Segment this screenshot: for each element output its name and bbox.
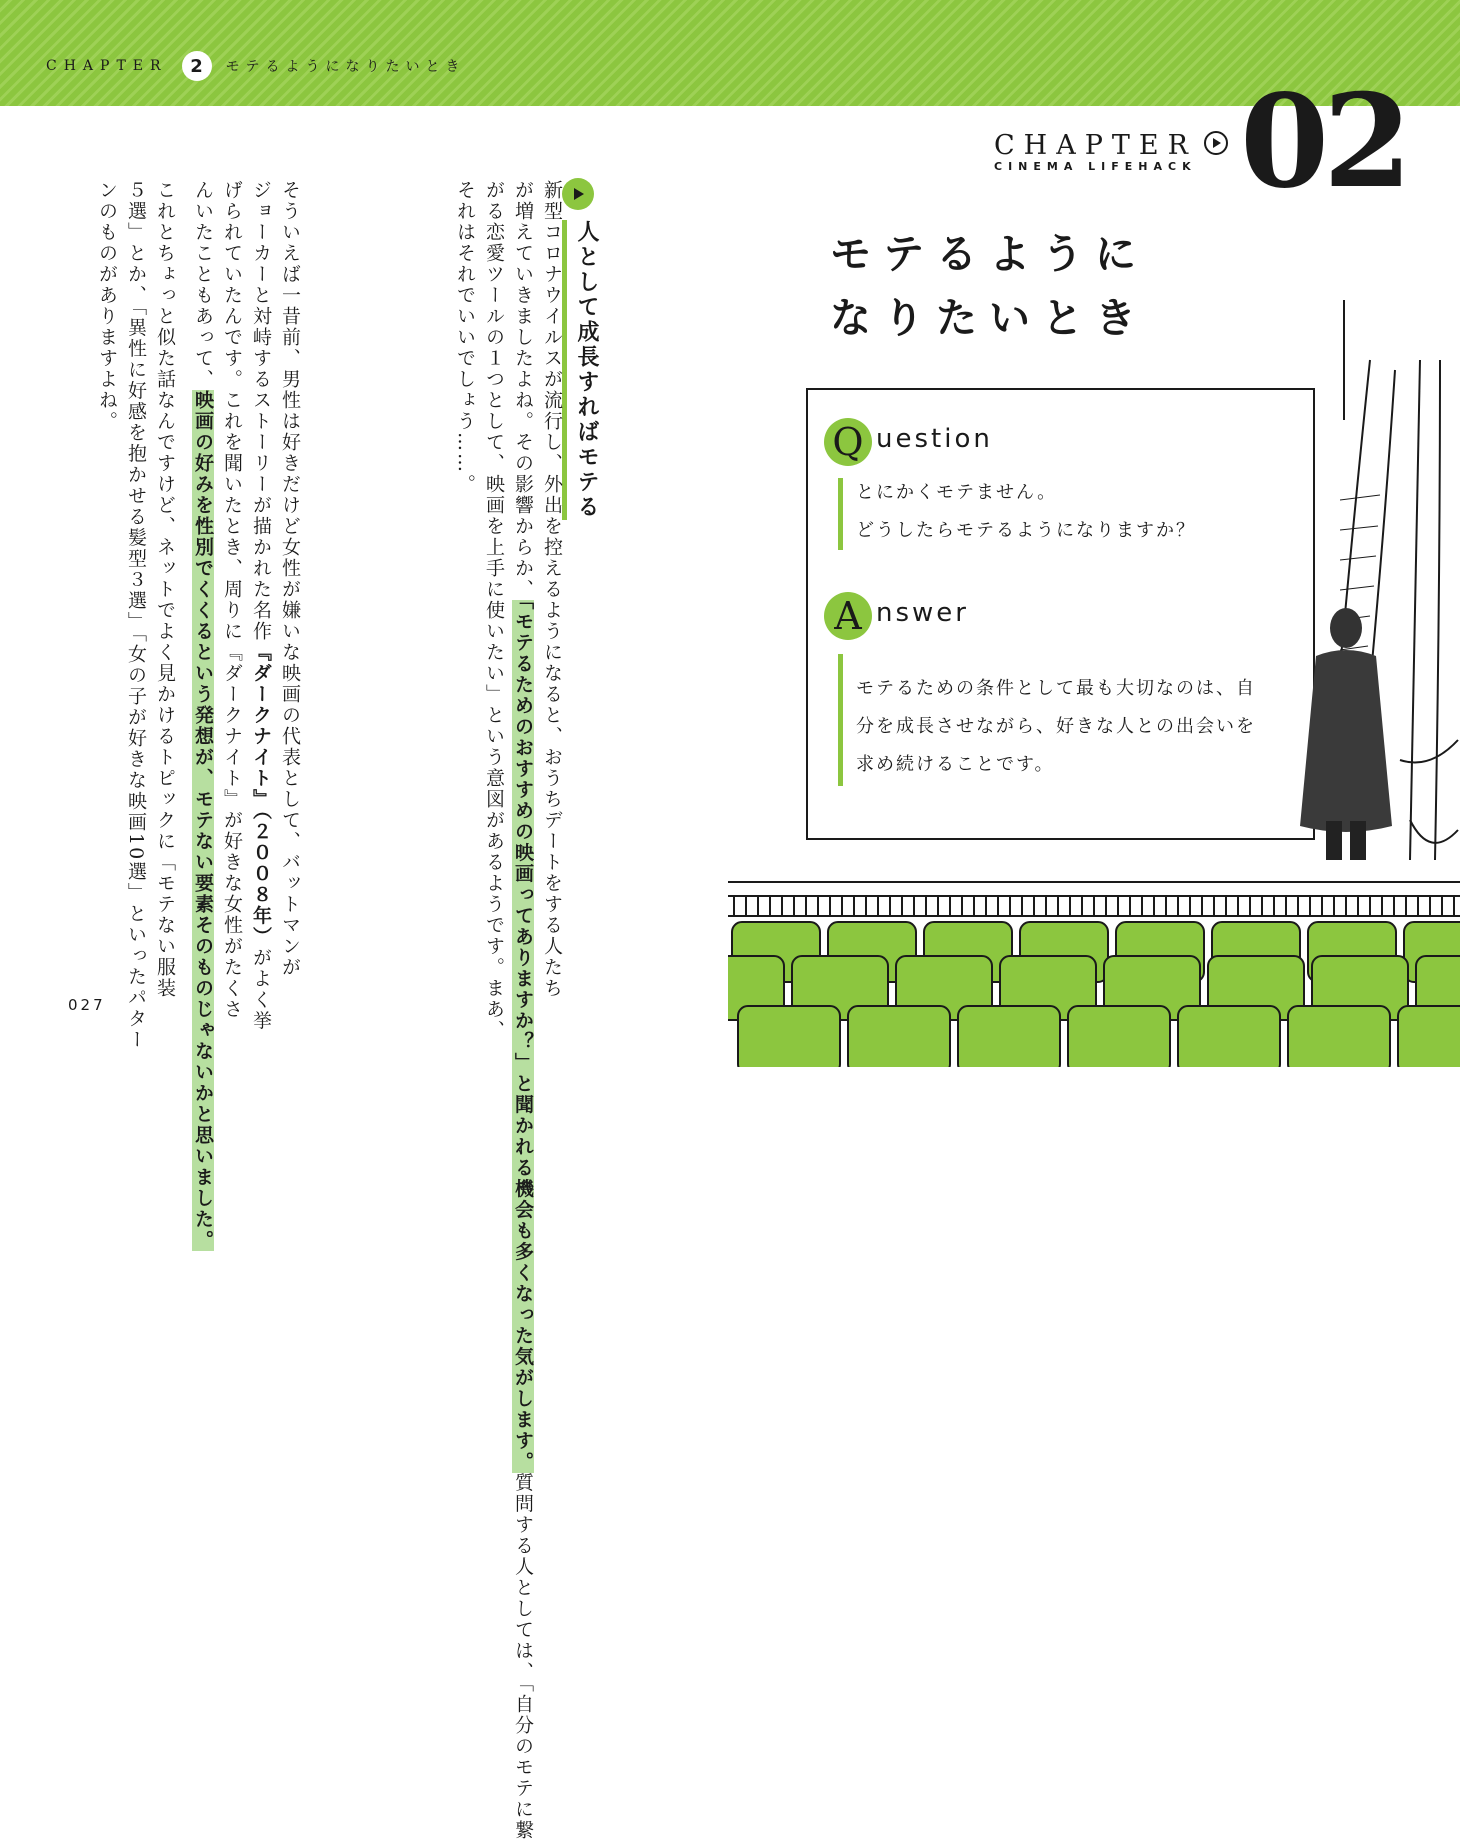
answer-word: nswer	[876, 598, 969, 628]
theater-seats-illustration	[728, 860, 1460, 1067]
chapter-subtitle: CINEMA LIFEHACK	[994, 160, 1197, 173]
running-header-title: モテるようになりたいとき	[225, 59, 466, 75]
answer-text: モテるための条件として最も大切なのは、自 分を成長させながら、好きな人との出会いを 求め続けることです。	[856, 678, 1256, 775]
play-circle-icon	[1204, 131, 1228, 155]
paragraph-2: そういえば一昔前、男性は好きだけど女性が嫌いな映画の代表として、バットマンが ジョーカーと対峙するストーリーが描かれた名作『ダークナイト』（２００８年）がよく挙 げられていたんです。これを聞いたとき、周りに『ダークナイト』が好きな女性がたくさ んいたこともあって、映画の好みを性別でくくるという発想が、モテない要素そのものじゃないかと思いました。	[192, 180, 301, 1251]
film-title: 『ダークナイト』（２００８年）	[250, 642, 272, 948]
question-word: uestion	[876, 424, 993, 454]
question-letter: Q	[824, 418, 872, 466]
question-bar	[838, 478, 843, 550]
running-header-chapter: CHAPTER	[46, 58, 168, 74]
person-figure	[1296, 606, 1396, 886]
highlight-question: 「モテるためのおすすめの映画ってありますか？」と聞かれる機会も多くなった気がします。	[512, 600, 534, 1473]
section-heading-text: 人として成長すればモテる	[562, 220, 602, 520]
question-text: とにかくモテません。 どうしたらモテるようになりますか？	[856, 482, 1196, 541]
paragraph-1: 新型コロナウイルスが流行し、外出を控えるようになると、おうちデートをする人たち が増えていきましたよね。その影響からか、「モテるためのおすすめの映画ってありますか？」と聞かれる機会も多くなった気がします。質問する人としては、「自分のモテに繋 がる恋愛ツールの１つとして、映画を上手に使いたい」という意図があるようです。まあ、 それはそれでいいでしょう……。	[454, 180, 563, 1841]
play-arrow-icon	[562, 178, 594, 210]
highlight-idea: 映画の好みを性別でくくるという発想が、モテない要素そのものじゃないかと思いました。	[192, 390, 214, 1251]
page-number: 027	[68, 996, 106, 1014]
page-title: モテるように なりたいとき	[830, 230, 1148, 342]
answer-bar	[838, 654, 843, 786]
answer-letter: A	[824, 592, 872, 640]
running-header	[46, 48, 466, 84]
chapter-big-number: 02	[1240, 67, 1407, 217]
chapter-number-badge: 2	[182, 51, 212, 81]
paragraph-5: これとちょっと似た話なんですけど、ネットでよく見かけるトピックに「モテない服装 ５選」とか、「異性に好感を抱かせる髪型３選」「女の子が好きな映画10選」といったパター ンのものがありますよね。	[96, 180, 176, 1051]
chapter-label: CHAPTER	[994, 130, 1197, 161]
